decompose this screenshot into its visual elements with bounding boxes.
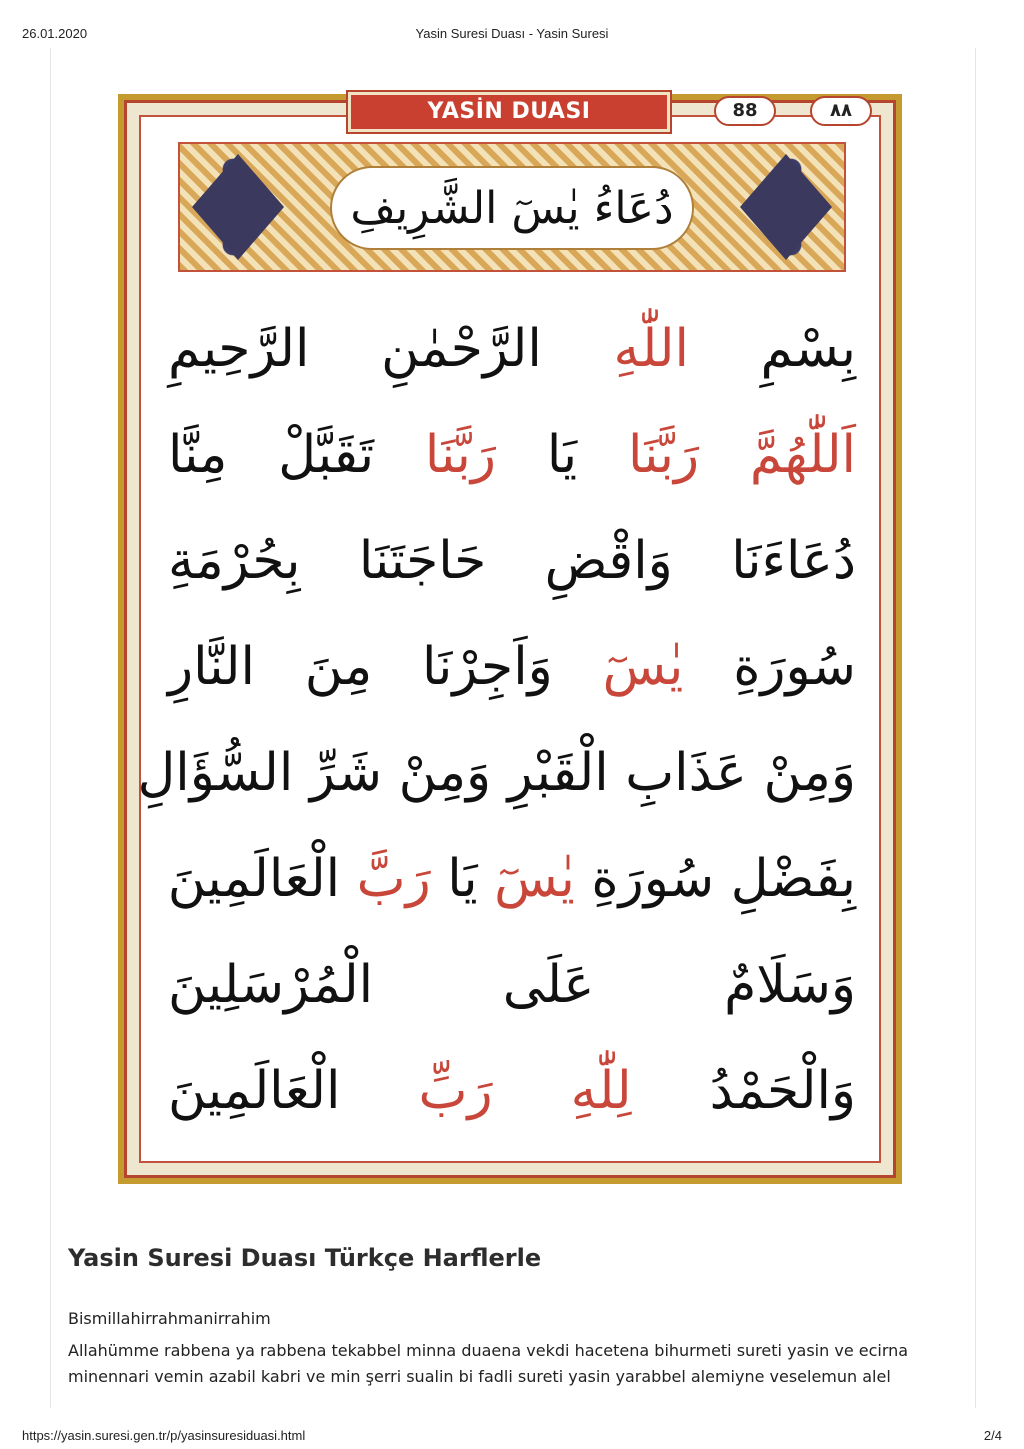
arabic-segment: بِسْمِ bbox=[688, 319, 857, 379]
ornamental-header-panel bbox=[178, 142, 846, 272]
arabic-segment: دُعَاءَنَا وَاقْضِ حَاجَتَنَا بِحُرْمَةِ bbox=[168, 531, 856, 591]
arabic-line bbox=[168, 1038, 856, 1144]
arabic-line bbox=[137, 720, 856, 826]
arabic-red-segment: رَبَّ bbox=[356, 849, 431, 909]
arabic-segment: وَاَجِرْنَا مِنَ النَّارِ bbox=[168, 637, 603, 697]
header-arabic-title: دُعَاءُ يٰسٓ الشَّرِيفِ bbox=[330, 166, 694, 250]
arabic-line bbox=[168, 614, 856, 720]
arabic-line bbox=[168, 932, 856, 1038]
arabic-segment: يَا bbox=[430, 849, 495, 909]
arabic-red-segment: لِلّٰهِ رَبِّ bbox=[418, 1061, 632, 1121]
arabic-segment: وَالْحَمْدُ bbox=[631, 1061, 857, 1121]
print-page-number: 2/4 bbox=[983, 1428, 1002, 1443]
arabic-segment: يَا bbox=[496, 425, 628, 485]
arabic-red-segment: اللّٰهِ bbox=[613, 319, 689, 379]
arabic-segment: سُورَةِ bbox=[683, 637, 856, 697]
arabic-line bbox=[168, 296, 856, 402]
page-number-latin: 88 bbox=[714, 96, 776, 126]
paragraph-basmala: Bismillahirrahmanirrahim bbox=[68, 1309, 271, 1328]
paragraph-transliteration: Allahümme rabbena ya rabbena tekabbel minna duaena vekdi hacetena bihurmeti sureti yasin ve ecirna minennari vemin azabil kabri ve min şerri sualin bi fadli sureti yasin yarabbel alemiyne veselemun alel bbox=[68, 1341, 909, 1386]
arabic-red-segment: يٰسٓ bbox=[602, 637, 684, 697]
print-header bbox=[0, 0, 1024, 40]
arabic-red-segment: يٰسٓ bbox=[494, 849, 575, 909]
yasin-duasi-banner: YASİN DUASI bbox=[348, 92, 670, 132]
arabic-segment: وَمِنْ عَذَابِ الْقَبْرِ وَمِنْ شَرِّ السُّؤَالِ bbox=[137, 743, 856, 803]
arabic-segment: تَقَبَّلْ مِنَّا bbox=[168, 425, 425, 485]
arabic-segment: الْعَالَمِينَ bbox=[167, 849, 357, 909]
arabic-segment: بِفَضْلِ سُورَةِ bbox=[574, 849, 856, 909]
print-date: 26.01.2020 bbox=[22, 26, 88, 41]
page-number-arabic: ٨٨ bbox=[810, 96, 872, 126]
arabic-line bbox=[168, 402, 856, 508]
section-heading: Yasin Suresi Duası Türkçe Harflerle bbox=[68, 1244, 542, 1272]
arabic-red-segment: اَللّٰهُمَّ رَبَّنَا bbox=[627, 425, 857, 485]
arabic-segment: وَسَلَامٌ عَلَى الْمُرْسَلِينَ bbox=[168, 955, 856, 1015]
arabic-segment: الرَّحْمٰنِ الرَّحِيمِ bbox=[168, 319, 614, 379]
print-footer bbox=[0, 1424, 1024, 1449]
arabic-red-segment: رَبَّنَا bbox=[424, 425, 497, 485]
arabic-segment: الْعَالَمِينَ bbox=[168, 1061, 419, 1121]
print-url: https://yasin.suresi.gen.tr/p/yasinsuresiduasi.html bbox=[22, 1428, 306, 1443]
arabic-prayer-text bbox=[137, 296, 857, 1144]
arabic-line bbox=[168, 508, 856, 614]
print-page-title: Yasin Suresi Duası - Yasin Suresi bbox=[415, 26, 609, 41]
arabic-line bbox=[168, 826, 856, 932]
